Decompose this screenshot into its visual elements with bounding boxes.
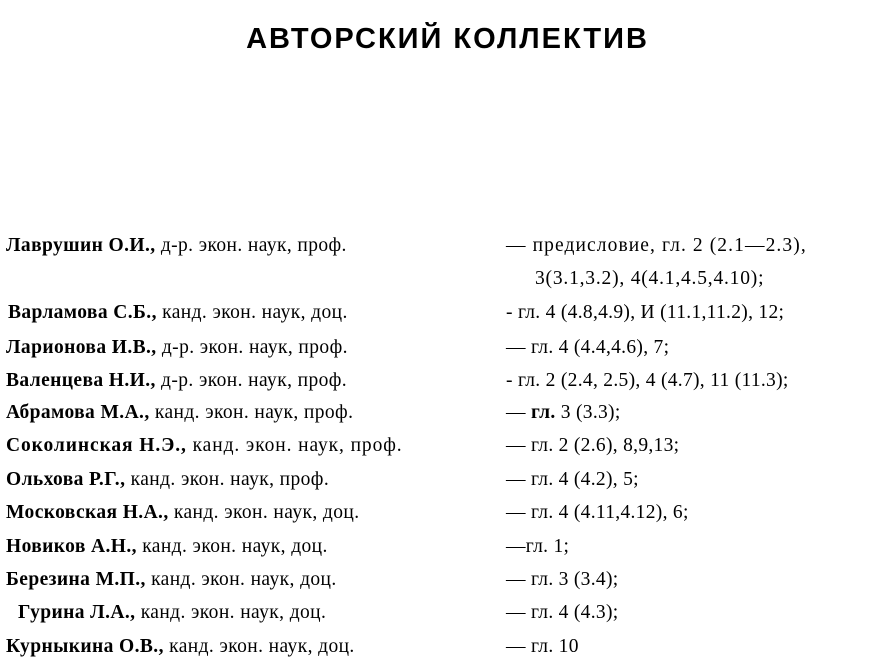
author-name: Московская Н.А., <box>6 502 169 523</box>
author-row <box>0 366 895 396</box>
author-credentials: канд. экон. наук, доц. <box>173 502 360 523</box>
author-contribution: - гл. 4 (4.8,4.9), И (11.1,11.2), 12; <box>506 302 785 323</box>
author-row <box>0 498 895 528</box>
author-entry <box>6 532 328 562</box>
author-name: Варламова С.Б., <box>8 302 157 323</box>
author-credentials: канд. экон. наук, доц. <box>140 602 327 623</box>
author-name: Гурина Л.А., <box>18 602 136 623</box>
author-row <box>0 398 895 428</box>
author-name: Лаврушин О.И., <box>6 235 156 256</box>
author-name: Курныкина О.В., <box>6 636 164 657</box>
author-name: Березина М.П., <box>6 569 146 590</box>
author-entry <box>6 431 403 461</box>
author-entry <box>6 632 355 662</box>
author-contribution: — гл. 4 (4.11,4.12), 6; <box>506 502 689 523</box>
author-name: Валенцева Н.И., <box>6 370 156 391</box>
author-contribution: — гл. 2 (2.6), 8,9,13; <box>506 435 680 456</box>
author-entry <box>6 465 329 495</box>
contribution-chapter-label: гл. <box>530 402 556 423</box>
page-title: АВТОРСКИЙ КОЛЛЕКТИВ <box>246 23 649 56</box>
contribution-chapters: 3 (3.3); <box>555 402 621 423</box>
author-entry <box>6 498 359 528</box>
author-name: Соколинская Н.Э., <box>6 435 187 456</box>
author-name: Абрамова М.А., <box>6 402 150 423</box>
author-entry <box>6 231 347 261</box>
author-contribution: — гл. 4 (4.2), 5; <box>506 469 639 490</box>
author-contribution: — гл. 10 <box>506 636 579 657</box>
author-contribution: — гл. 4 (4.3); <box>506 602 619 623</box>
author-row <box>0 632 895 662</box>
author-name: Ларионова И.В., <box>6 337 157 358</box>
author-name: Новиков А.Н., <box>6 536 137 557</box>
author-contribution-continued: 3(3.1,3.2), 4(4.1,4.5,4.10); <box>535 268 765 289</box>
author-row <box>0 465 895 495</box>
author-contribution: - гл. 2 (2.4, 2.5), 4 (4.7), 11 (11.3); <box>506 370 789 391</box>
author-credentials: канд. экон. наук, доц. <box>142 536 328 557</box>
author-row <box>0 231 895 261</box>
author-row <box>0 298 895 328</box>
author-entry <box>6 398 353 428</box>
author-row <box>0 431 895 461</box>
author-credentials: д-р. экон. наук, проф. <box>161 337 348 358</box>
author-row <box>0 532 895 562</box>
author-entry <box>18 598 326 628</box>
author-credentials: д-р. экон. наук, проф. <box>161 370 348 391</box>
author-row-continuation <box>0 264 895 294</box>
author-entry <box>6 333 348 363</box>
author-credentials: канд. экон. наук, проф. <box>130 469 330 490</box>
author-entry <box>8 298 348 328</box>
author-credentials: канд. экон. наук, проф. <box>154 402 354 423</box>
author-entry <box>6 565 337 595</box>
author-row <box>0 333 895 363</box>
author-contribution: — гл. 3 (3.4); <box>506 569 619 590</box>
author-contribution <box>506 398 621 428</box>
author-name: Ольхова Р.Г., <box>6 469 126 490</box>
author-contribution: — гл. 4 (4.4,4.6), 7; <box>506 337 670 358</box>
author-contribution: — предисловие, гл. 2 (2.1—2.3), <box>506 235 807 256</box>
author-contribution: —гл. 1; <box>506 536 570 557</box>
author-credentials: канд. экон. наук, доц. <box>162 302 348 323</box>
author-row <box>0 565 895 595</box>
author-credentials: канд. экон. наук, проф. <box>192 435 403 456</box>
contribution-dash: — <box>506 402 531 423</box>
author-credentials: канд. экон. наук, доц. <box>169 636 355 657</box>
author-credentials: д-р. экон. наук, проф. <box>160 235 347 256</box>
author-credentials: канд. экон. наук, доц. <box>151 569 337 590</box>
author-entry <box>6 366 347 396</box>
author-row <box>0 598 895 628</box>
